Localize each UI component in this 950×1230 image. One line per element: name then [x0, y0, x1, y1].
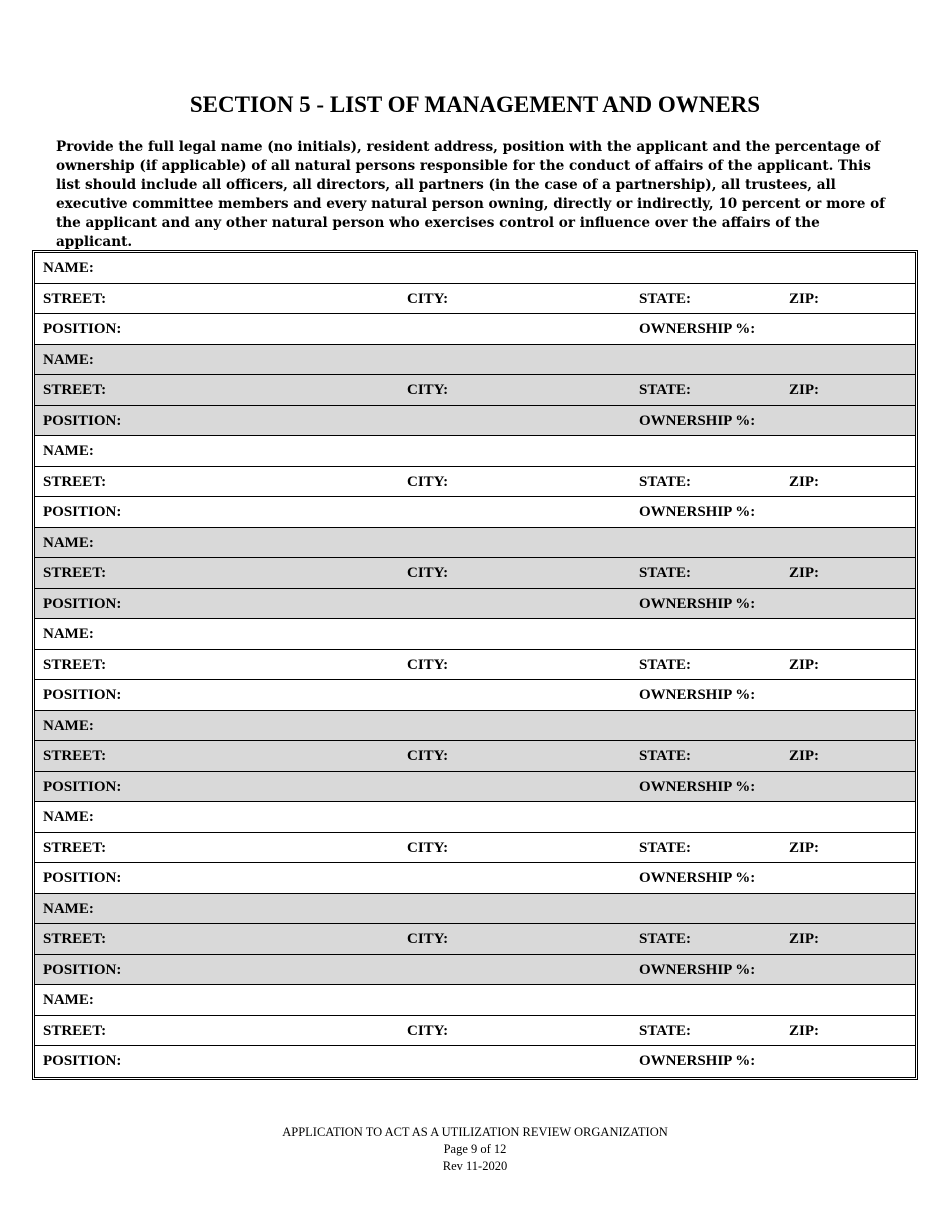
entry-8-position-row — [35, 955, 915, 986]
state-label: STATE: — [639, 931, 691, 947]
state-label: STATE: — [639, 839, 691, 856]
position-label: POSITION: — [43, 778, 122, 795]
position-label: POSITION: — [43, 687, 122, 703]
ownership-label: OWNERSHIP %: — [639, 595, 756, 612]
state-label: STATE: — [639, 748, 691, 764]
entry-7-address-row — [35, 833, 915, 864]
name-label: NAME: — [43, 260, 94, 276]
entry-9-name-row — [35, 985, 915, 1016]
city-label: CITY: — [407, 382, 449, 398]
position-label: POSITION: — [43, 870, 122, 886]
state-label: STATE: — [639, 382, 691, 398]
entry-5-name-row — [35, 619, 915, 650]
entry-1-position-row — [35, 314, 915, 345]
entry-4-name-row — [35, 528, 915, 559]
entry-6-position-row — [35, 772, 915, 803]
zip-label: ZIP: — [789, 473, 819, 490]
entry-6-name-row — [35, 711, 915, 742]
entry-4-address-row — [35, 558, 915, 589]
entry-9-position-row — [35, 1046, 915, 1077]
city-label: CITY: — [407, 931, 449, 947]
page-title: SECTION 5 - LIST OF MANAGEMENT AND OWNERS — [189, 92, 761, 117]
city-label: CITY: — [407, 473, 449, 490]
zip-label: ZIP: — [789, 382, 819, 398]
position-label: POSITION: — [43, 412, 122, 429]
entry-1-name-row — [35, 253, 915, 284]
ownership-label: OWNERSHIP %: — [639, 1053, 756, 1069]
city-label: CITY: — [407, 565, 449, 581]
entry-5-address-row — [35, 650, 915, 681]
zip-label: ZIP: — [789, 656, 819, 673]
zip-label: ZIP: — [789, 290, 819, 307]
city-label: CITY: — [407, 748, 449, 764]
ownership-label: OWNERSHIP %: — [639, 687, 756, 703]
state-label: STATE: — [639, 565, 691, 581]
name-label: NAME: — [43, 443, 94, 459]
name-label: NAME: — [43, 717, 94, 734]
state-label: STATE: — [639, 1022, 691, 1039]
zip-label: ZIP: — [789, 839, 819, 856]
entry-8-address-row — [35, 924, 915, 955]
entry-4-position-row — [35, 589, 915, 620]
name-label: NAME: — [43, 992, 94, 1008]
entry-3-address-row — [35, 467, 915, 498]
entry-3-position-row — [35, 497, 915, 528]
ownership-label: OWNERSHIP %: — [639, 504, 756, 520]
footer-revision: Rev 11-2020 — [442, 1159, 508, 1173]
ownership-label: OWNERSHIP %: — [639, 321, 756, 337]
entry-2-name-row — [35, 345, 915, 376]
street-label: STREET: — [43, 656, 107, 673]
entry-3-name-row — [35, 436, 915, 467]
name-label: NAME: — [43, 900, 94, 917]
street-label: STREET: — [43, 290, 107, 307]
state-label: STATE: — [639, 473, 691, 490]
street-label: STREET: — [43, 565, 107, 581]
entry-2-position-row — [35, 406, 915, 437]
position-label: POSITION: — [43, 1053, 122, 1069]
street-label: STREET: — [43, 931, 107, 947]
entry-1-address-row — [35, 284, 915, 315]
zip-label: ZIP: — [789, 565, 819, 581]
entry-8-name-row — [35, 894, 915, 925]
city-label: CITY: — [407, 839, 449, 856]
ownership-label: OWNERSHIP %: — [639, 961, 756, 978]
entry-7-position-row — [35, 863, 915, 894]
entry-2-address-row — [35, 375, 915, 406]
street-label: STREET: — [43, 473, 107, 490]
ownership-label: OWNERSHIP %: — [639, 412, 756, 429]
street-label: STREET: — [43, 382, 107, 398]
instructions-paragraph: Provide the full legal name (no initials), resident address, position with the applicant and the percentage of ownership (if applicable) of all natural persons responsible for the conduct of affairs of the applicant. This list should include all officers, all directors, all partners (in the case of a partnership), all trustees, all executive committee members and every natural person owning, directly or indirectly, 10 percent or more of the applicant and any other natural person who exercises control or influence over the affairs of the applicant. — [56, 139, 885, 250]
state-label: STATE: — [639, 656, 691, 673]
name-label: NAME: — [43, 351, 94, 368]
street-label: STREET: — [43, 748, 107, 764]
management-owners-table — [32, 250, 918, 1080]
city-label: CITY: — [407, 656, 449, 673]
position-label: POSITION: — [43, 504, 122, 520]
position-label: POSITION: — [43, 321, 122, 337]
zip-label: ZIP: — [789, 931, 819, 947]
state-label: STATE: — [639, 290, 691, 307]
zip-label: ZIP: — [789, 748, 819, 764]
entry-9-address-row — [35, 1016, 915, 1047]
name-label: NAME: — [43, 534, 94, 551]
ownership-label: OWNERSHIP %: — [639, 778, 756, 795]
footer-form-title: APPLICATION TO ACT AS A UTILIZATION REVIEW ORGANIZATION — [282, 1125, 668, 1139]
page-footer — [0, 1124, 950, 1175]
entry-7-name-row — [35, 802, 915, 833]
ownership-label: OWNERSHIP %: — [639, 870, 756, 886]
zip-label: ZIP: — [789, 1022, 819, 1039]
footer-page-number: Page 9 of 12 — [443, 1142, 507, 1156]
position-label: POSITION: — [43, 961, 122, 978]
street-label: STREET: — [43, 839, 107, 856]
city-label: CITY: — [407, 290, 449, 307]
name-label: NAME: — [43, 626, 94, 642]
city-label: CITY: — [407, 1022, 449, 1039]
street-label: STREET: — [43, 1022, 107, 1039]
entry-6-address-row — [35, 741, 915, 772]
entry-5-position-row — [35, 680, 915, 711]
name-label: NAME: — [43, 809, 94, 825]
position-label: POSITION: — [43, 595, 122, 612]
